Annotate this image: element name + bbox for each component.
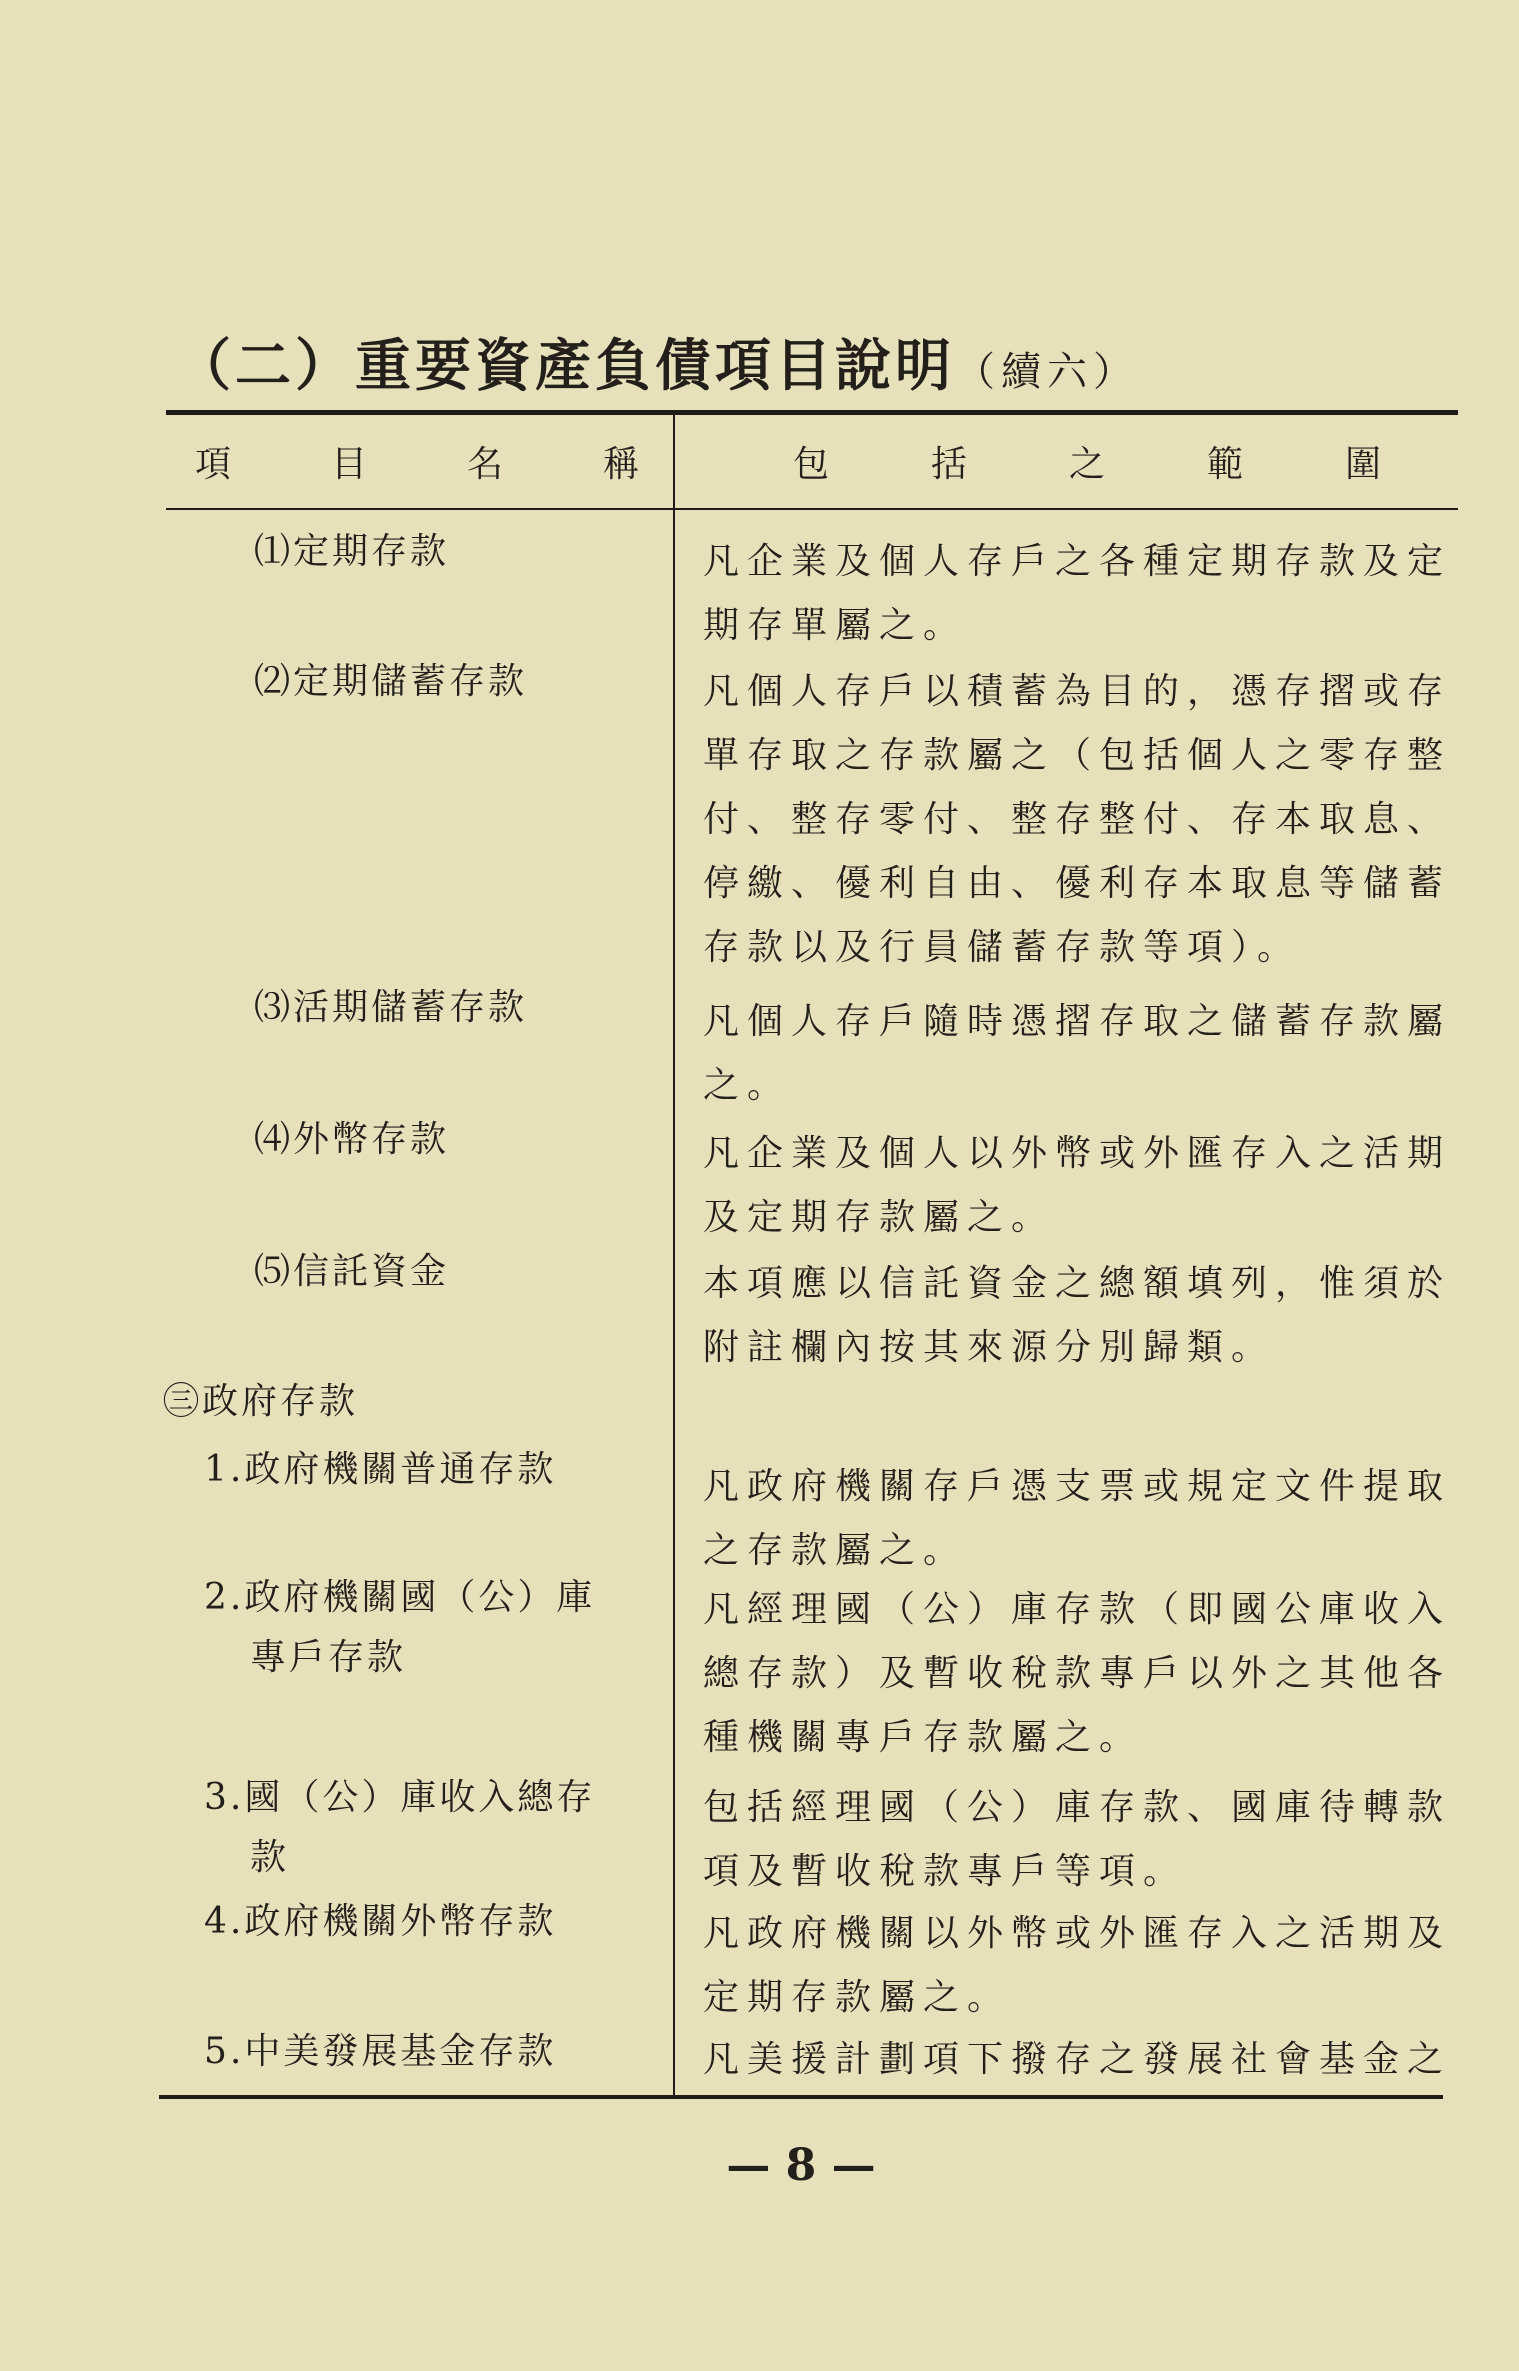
item-name-line: ⑴定期存款 bbox=[254, 531, 450, 572]
item-description bbox=[703, 1902, 1451, 2030]
column-divider bbox=[673, 415, 675, 2097]
description-line: 本項應以信託資金之總額填列，惟須於 bbox=[703, 1263, 1452, 1304]
item-description bbox=[703, 1776, 1451, 1904]
item-description bbox=[703, 530, 1451, 658]
page-title bbox=[175, 322, 1139, 402]
item-name-line: ⑸信託資金 bbox=[254, 1251, 450, 1292]
description-line: 停繳、優利自由、優利存本取息等儲蓄 bbox=[703, 863, 1452, 904]
title-text: （二）重要資產負債項目說明 bbox=[175, 333, 955, 399]
header-bottom-rule bbox=[166, 508, 1458, 510]
item-name bbox=[254, 522, 449, 582]
item-name bbox=[204, 2022, 556, 2082]
item-name-line: 專戶存款 bbox=[250, 1637, 407, 1678]
item-name bbox=[204, 1892, 556, 1952]
description-line: 之。 bbox=[703, 1065, 792, 1106]
description-line: 凡經理國（公）庫存款（即國公庫收入 bbox=[703, 1589, 1452, 1630]
item-description bbox=[703, 2028, 1451, 2092]
item-name-line: 4.政府機關外幣存款 bbox=[204, 1901, 557, 1942]
header-scope: 包 括 之 範 圍 bbox=[793, 444, 1415, 485]
description-line: 凡企業及個人以外幣或外匯存入之活期 bbox=[703, 1133, 1452, 1174]
item-name-line: ㊂政府存款 bbox=[163, 1381, 359, 1422]
item-description bbox=[703, 990, 1451, 1118]
item-name bbox=[254, 1242, 449, 1302]
item-name bbox=[254, 652, 527, 712]
description-line: 付、整存零付、整存整付、存本取息、 bbox=[703, 799, 1452, 840]
description-line: 存款以及行員儲蓄存款等項）。 bbox=[703, 927, 1302, 968]
item-name bbox=[204, 1440, 556, 1500]
description-line: 定期存款屬之。 bbox=[703, 1977, 1012, 2018]
table-bottom-rule bbox=[159, 2095, 1443, 2099]
item-description bbox=[703, 1252, 1451, 1380]
description-line: 凡個人存戶以積蓄為目的，憑存摺或存 bbox=[703, 671, 1452, 712]
description-line: 及定期存款屬之。 bbox=[703, 1197, 1056, 1238]
item-name bbox=[163, 1372, 358, 1432]
item-name-line: ⑶活期儲蓄存款 bbox=[254, 987, 528, 1028]
description-line: 項及暫收稅款專戶等項。 bbox=[703, 1851, 1188, 1892]
item-name-line: ⑷外幣存款 bbox=[254, 1119, 450, 1160]
description-line: 凡企業及個人存戶之各種定期存款及定 bbox=[703, 541, 1452, 582]
item-name-line: 2.政府機關國（公）庫 bbox=[204, 1577, 596, 1618]
description-line: 包括經理國（公）庫存款、國庫待轉款 bbox=[703, 1787, 1452, 1828]
item-name bbox=[204, 1768, 595, 1888]
item-name bbox=[204, 1568, 595, 1688]
item-name bbox=[254, 978, 527, 1038]
item-description bbox=[703, 1578, 1451, 1770]
header-item-name: 項 目 名 稱 bbox=[195, 444, 672, 485]
item-name bbox=[254, 1110, 449, 1170]
title-suffix: （續六） bbox=[955, 349, 1139, 395]
item-description bbox=[703, 1455, 1451, 1583]
description-line: 期存單屬之。 bbox=[703, 605, 968, 646]
description-line: 種機關專戶存款屬之。 bbox=[703, 1717, 1144, 1758]
description-line: 附註欄內按其來源分別歸類。 bbox=[703, 1327, 1276, 1368]
table-top-rule bbox=[166, 410, 1458, 415]
description-line: 單存取之存款屬之（包括個人之零存整 bbox=[703, 735, 1452, 776]
description-line: 之存款屬之。 bbox=[703, 1530, 968, 1571]
item-name-line: 款 bbox=[250, 1837, 290, 1878]
description-line: 凡政府機關存戶憑支票或規定文件提取 bbox=[703, 1466, 1452, 1507]
page-number: — 8 — bbox=[726, 2140, 876, 2191]
description-line: 凡個人存戶隨時憑摺存取之儲蓄存款屬 bbox=[703, 1001, 1452, 1042]
item-name-line: 5.中美發展基金存款 bbox=[204, 2031, 557, 2072]
item-description bbox=[703, 1122, 1451, 1250]
item-name-line: 3.國（公）庫收入總存 bbox=[204, 1777, 596, 1818]
description-line: 凡政府機關以外幣或外匯存入之活期及 bbox=[703, 1913, 1452, 1954]
description-line: 總存款）及暫收稅款專戶以外之其他各 bbox=[703, 1653, 1452, 1694]
item-name-line: 1.政府機關普通存款 bbox=[204, 1449, 557, 1490]
description-line: 凡美援計劃項下撥存之發展社會基金之 bbox=[703, 2039, 1452, 2080]
item-name-line: ⑵定期儲蓄存款 bbox=[254, 661, 528, 702]
item-description bbox=[703, 660, 1451, 980]
